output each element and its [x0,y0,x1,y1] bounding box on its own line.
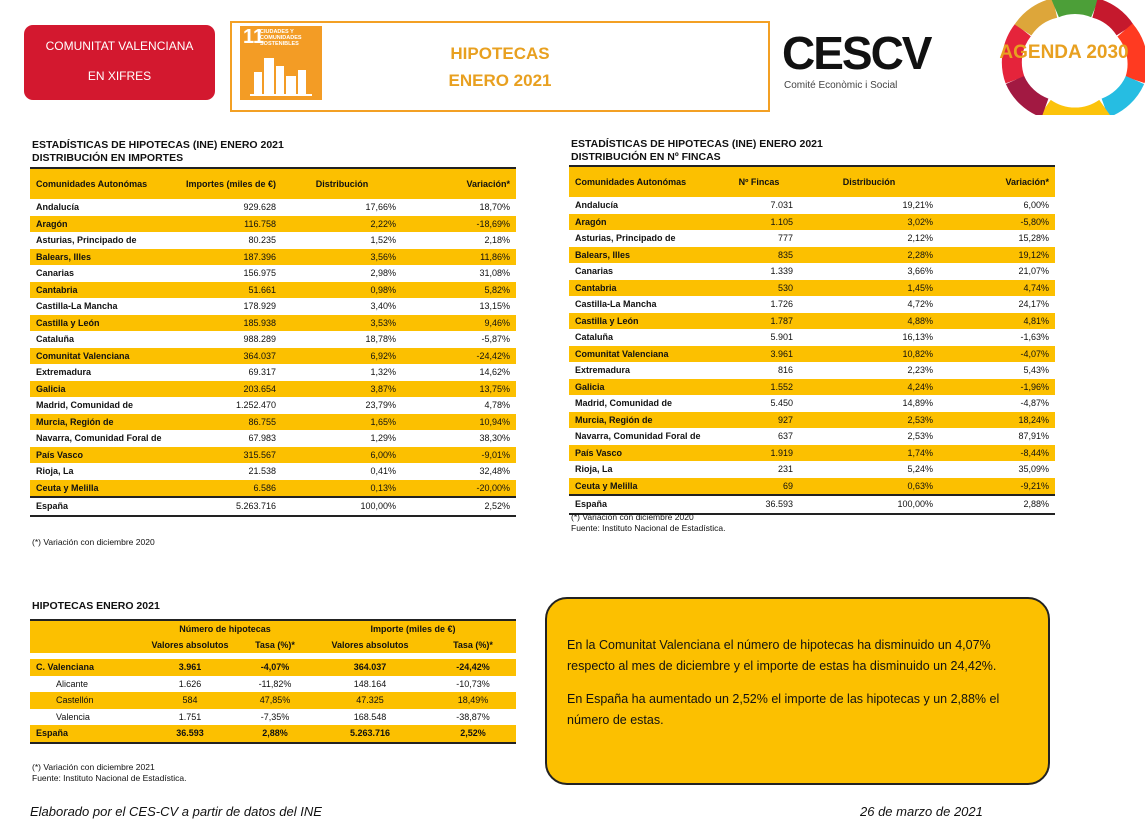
hipotecas-group-header [30,620,516,637]
table-row [569,461,1055,478]
row-label: Aragón [30,216,180,233]
row-label: Comunitat Valenciana [569,346,719,363]
sdg-text: CIUDADES Y COMUNIDADES SOSTENIBLES [260,29,302,47]
importes-title-line1: ESTADÍSTICAS DE HIPOTECAS (INE) ENERO 2021 [32,139,284,151]
row-label: Balears, Illes [569,247,719,264]
summary-box [545,597,1050,785]
table-cell: 4,72% [907,299,933,310]
table-row [30,659,516,676]
table-cell: 929.628 [243,202,277,213]
row-label: España [569,495,719,514]
table-cell: 5.450 [770,398,793,409]
table-cell: 13,75% [402,381,516,398]
table-row [569,197,1055,214]
agenda-text: AGENDA 2030 [999,42,1129,63]
badge-line2: EN XIFRES [87,69,152,83]
hipotecas-title: HIPOTECAS ENERO 2021 [32,600,160,612]
table-cell: -20,00% [402,480,516,498]
table-row [30,331,516,348]
table-cell: 5,24% [907,464,933,475]
table-row [30,709,516,726]
table-cell: 18,24% [939,412,1055,429]
table-cell: 2,23% [907,365,933,376]
table-row [30,298,516,315]
table-cell: 148.164 [353,678,387,689]
table-cell: 51.661 [180,282,282,299]
empty-header [30,620,140,637]
row-label: Ceuta y Melilla [569,478,719,496]
table-row [30,463,516,480]
table-cell: 2,22% [282,216,402,233]
fincas-title-line1: ESTADÍSTICAS DE HIPOTECAS (INE) ENERO 2021 [571,138,823,150]
table-cell: 835 [719,247,799,264]
table-cell: 6,00% [1023,200,1049,211]
table-cell: 5,82% [402,282,516,299]
table-cell: 2,28% [799,247,939,264]
table-cell: -9,21% [939,478,1055,496]
column-header: Comunidades Autonómas [569,166,719,197]
table-cell: 11,86% [402,249,516,266]
table-row [30,397,516,414]
table-cell: 14,62% [479,367,510,378]
table-cell: 1.252.470 [235,400,277,411]
comunitat-badge [24,25,215,100]
row-label: Madrid, Comunidad de [36,400,134,411]
table-cell: 100,00% [282,497,402,516]
row-label: País Vasco [569,445,719,462]
column-header: Comunidades Autonómas [30,168,180,199]
table-cell: 86.755 [180,414,282,431]
table-cell: 31,08% [479,268,510,279]
table-row [569,214,1055,231]
group-numero: Número de hipotecas [140,620,310,637]
footer-source: Elaborado por el CES-CV a partir de datos del INE [30,804,322,819]
table-cell: 32,48% [479,466,510,477]
table-header [30,168,516,199]
table-cell: 178.929 [243,301,277,312]
table-cell: 530 [719,280,799,297]
table-cell: 3,66% [907,266,933,277]
table-cell: 1.919 [719,445,799,462]
table-row [30,414,516,431]
table-cell: 187.396 [180,249,282,266]
table-cell: 14,89% [902,398,933,409]
row-label: Asturias, Principado de [36,235,137,246]
table-cell: 1.339 [770,266,793,277]
table-row [569,445,1055,462]
row-label: País Vasco [30,447,180,464]
table-cell: 67.983 [248,433,277,444]
table-cell: 2,53% [907,431,933,442]
table-cell: 315.567 [180,447,282,464]
table-cell: 100,00% [799,495,939,514]
row-label: Balears, Illes [30,249,180,266]
table-cell: 4,24% [799,379,939,396]
table-cell: 1.726 [770,299,793,310]
table-row [30,480,516,498]
column-header: Distribución [282,168,402,199]
row-label: Andalucía [36,202,80,213]
table-cell: 18,49% [430,692,516,709]
row-label: C. Valenciana [30,659,140,676]
importes-title [32,139,284,165]
table-cell: 69 [719,478,799,496]
table-cell: -5,80% [939,214,1055,231]
table-cell: 2,12% [907,233,933,244]
table-row [569,395,1055,412]
table-cell: 18,70% [479,202,510,213]
table-cell: 13,15% [479,301,510,312]
table-cell: 80.235 [248,235,277,246]
table-cell: 0,63% [799,478,939,496]
table-cell: 35,09% [1018,464,1049,475]
table-cell: 0,41% [370,466,397,477]
city-icon [250,54,312,96]
table-cell: 2,52% [430,725,516,743]
table-cell: 584 [140,692,240,709]
table-cell: 4,81% [939,313,1055,330]
fincas-table [569,165,1055,515]
row-label: Alicante [56,678,89,689]
table-cell: 1,52% [370,235,397,246]
table-cell: 21.538 [248,466,277,477]
table-cell: 36.593 [719,495,799,514]
cescv-logo [782,27,931,98]
row-label: Navarra, Comunidad Foral de [36,433,162,444]
table-cell: -4,07% [939,346,1055,363]
table-row [569,379,1055,396]
row-label: Rioja, La [36,466,74,477]
row-label: España [30,497,180,516]
hipotecas-table [30,619,516,744]
row-label: Comunitat Valenciana [30,348,180,365]
table-cell: 3.961 [140,659,240,676]
table-row [30,381,516,398]
table-row [30,497,516,516]
table-row [30,216,516,233]
table-row [569,313,1055,330]
footer-date: 26 de marzo de 2021 [860,804,983,819]
table-row [30,249,516,266]
table-cell: 1.787 [719,313,799,330]
table-cell: 1,74% [799,445,939,462]
table-row [569,428,1055,445]
sub-header: Tasa (%)* [240,637,310,653]
table-cell: 15,28% [1018,233,1049,244]
table-row [569,346,1055,363]
row-label: Castilla y León [30,315,180,332]
row-label: Ceuta y Melilla [30,480,180,498]
table-cell: 23,79% [365,400,397,411]
summary-text: En la Comunitat Valenciana el número de hipotecas ha disminuido un 4,07% respecto al mes de diciembre y el importe de estas ha disminuido un 24,42%. [567,638,997,673]
title-line2: ENERO 2021 [448,71,552,90]
table-cell: 203.654 [180,381,282,398]
table-cell: 185.938 [180,315,282,332]
table-cell: 24,17% [1018,299,1049,310]
table-cell: 2,98% [370,268,397,279]
hipotecas-note1: (*) Variación con diciembre 2021 [32,762,155,772]
table-row [569,296,1055,313]
table-row [569,247,1055,264]
table-cell: 3,56% [282,249,402,266]
table-cell: -11,82% [258,678,292,689]
table-row [569,412,1055,429]
row-label: Andalucía [575,200,619,211]
hipotecas-sub-header [30,637,516,653]
row-label: Cantabria [569,280,719,297]
table-row [569,495,1055,514]
row-label: Galicia [569,379,719,396]
table-cell: 116.758 [180,216,282,233]
sub-header: Valores absolutos [310,637,430,653]
table-cell: 3.961 [719,346,799,363]
column-header: Variación* [939,166,1055,197]
table-cell: 1.751 [178,711,202,722]
table-cell: 19,21% [902,200,933,211]
table-cell: 1,45% [799,280,939,297]
table-row [30,430,516,447]
table-cell: -8,44% [939,445,1055,462]
table-cell: -5,87% [481,334,510,345]
table-cell: 3,87% [282,381,402,398]
table-cell: 87,91% [1018,431,1049,442]
table-cell: 231 [777,464,793,475]
row-label: Cataluña [36,334,75,345]
row-label: Asturias, Principado de [575,233,676,244]
cescv-name: CESCV [782,27,931,79]
hipotecas-note [32,762,187,784]
column-header: Distribución [799,166,939,197]
summary-text: En España ha aumentado un 2,52% el importe de las hipotecas y un 2,88% el número de estas. [567,692,1000,727]
fincas-title-line2: DISTRIBUCIÓN EN Nº FINCAS [571,151,721,163]
sdg-number: 11 [243,26,265,48]
row-label: Madrid, Comunidad de [575,398,673,409]
badge-line1: COMUNITAT VALENCIANA [45,39,194,53]
table-row [30,315,516,332]
table-cell: -18,69% [402,216,516,233]
table-cell: -1,96% [939,379,1055,396]
row-label: Cataluña [575,332,614,343]
fincas-title [571,138,823,164]
table-cell: 9,46% [402,315,516,332]
fincas-note2: Fuente: Instituto Nacional de Estadística. [571,523,726,533]
row-label: Castellón [30,692,140,709]
table-cell: 10,94% [402,414,516,431]
row-label: Rioja, La [575,464,613,475]
table-row [30,348,516,365]
table-row [30,364,516,381]
row-label: Murcia, Región de [569,412,719,429]
importes-note: (*) Variación con diciembre 2020 [32,537,155,547]
table-cell: 5.901 [770,332,793,343]
table-cell: 1.626 [178,678,202,689]
table-cell: 17,66% [365,202,397,213]
table-cell: 168.548 [353,711,387,722]
row-label: Castilla-La Mancha [575,299,657,310]
row-label: Castilla-La Mancha [36,301,118,312]
table-cell: 156.975 [243,268,277,279]
table-cell: 19,12% [939,247,1055,264]
table-cell: -7,35% [260,711,290,722]
table-cell: 47,85% [240,692,310,709]
table-cell: 3,40% [370,301,397,312]
table-cell: 4,78% [484,400,510,411]
column-header: Importes (miles de €) [180,168,282,199]
table-row [30,676,516,693]
table-cell: 364.037 [180,348,282,365]
table-cell: 927 [719,412,799,429]
table-cell: 777 [777,233,793,244]
table-cell: -4,07% [240,659,310,676]
row-label: Canarias [36,268,75,279]
table-header [569,166,1055,197]
table-row [569,478,1055,496]
table-cell: 2,53% [799,412,939,429]
row-label: Extremadura [575,365,631,376]
table-row [569,230,1055,247]
table-cell: 0,98% [282,282,402,299]
row-label: Canarias [575,266,614,277]
table-cell: 637 [777,431,793,442]
column-header: Nº Fincas [719,166,799,197]
row-label: Cantabria [30,282,180,299]
table-cell: 6,00% [282,447,402,464]
table-cell: 6,92% [282,348,402,365]
empty-subheader [30,637,140,653]
sdg11-logo [240,26,322,100]
row-label: Valencia [56,711,90,722]
table-cell: 816 [777,365,793,376]
table-row [30,692,516,709]
table-cell: 0,13% [282,480,402,498]
table-cell: 47.325 [310,692,430,709]
table-row [569,329,1055,346]
table-cell: 4,74% [939,280,1055,297]
hipotecas-note2: Fuente: Instituto Nacional de Estadística. [32,773,187,783]
table-cell: 1,32% [370,367,397,378]
fincas-note1: (*) Variación con diciembre 2020 [571,512,694,522]
cescv-sub: Comité Econòmic i Social [784,80,898,91]
table-cell: -10,73% [456,678,490,689]
table-cell: 1.105 [719,214,799,231]
table-cell: 2,88% [240,725,310,743]
row-label: Galicia [30,381,180,398]
table-cell: 6.586 [180,480,282,498]
table-row [569,362,1055,379]
group-importe: Importe (miles de €) [310,620,516,637]
table-cell: 3,02% [799,214,939,231]
sub-header: Tasa (%)* [430,637,516,653]
column-header: Variación* [402,168,516,199]
table-cell: -24,42% [430,659,516,676]
fincas-note [571,512,726,534]
table-cell: 36.593 [140,725,240,743]
table-row [30,725,516,743]
table-cell: -38,87% [456,711,490,722]
table-cell: 988.289 [243,334,277,345]
table-cell: 364.037 [310,659,430,676]
table-cell: 5.263.716 [180,497,282,516]
agenda-2030-logo [985,0,1145,115]
table-cell: 38,30% [479,433,510,444]
table-cell: -9,01% [402,447,516,464]
table-cell: 2,52% [402,497,516,516]
table-cell: 1,29% [370,433,397,444]
table-cell: 5,43% [1023,365,1049,376]
table-cell: 1,65% [282,414,402,431]
table-cell: -4,87% [1020,398,1049,409]
row-label: Aragón [569,214,719,231]
table-cell: -24,42% [402,348,516,365]
table-cell: 5.263.716 [310,725,430,743]
table-row [30,282,516,299]
page-title [400,40,600,94]
row-label: Castilla y León [569,313,719,330]
row-label: Extremadura [36,367,92,378]
table-cell: 7.031 [770,200,793,211]
table-row [30,447,516,464]
importes-table [30,167,516,517]
table-cell: 21,07% [1018,266,1049,277]
table-cell: -1,63% [1020,332,1049,343]
table-cell: 3,53% [282,315,402,332]
table-cell: 4,88% [799,313,939,330]
row-label: Murcia, Región de [30,414,180,431]
table-cell: 16,13% [902,332,933,343]
table-cell: 1.552 [719,379,799,396]
table-row [30,232,516,249]
table-cell: 2,18% [484,235,510,246]
table-row [569,263,1055,280]
table-row [30,265,516,282]
table-cell: 10,82% [799,346,939,363]
importes-title-line2: DISTRIBUCIÓN EN IMPORTES [32,152,184,164]
table-row [569,280,1055,297]
row-label: Navarra, Comunidad Foral de [575,431,701,442]
table-row [30,199,516,216]
sub-header: Valores absolutos [140,637,240,653]
table-cell: 18,78% [365,334,397,345]
table-cell: 2,88% [939,495,1055,514]
title-line1: HIPOTECAS [450,44,550,63]
table-cell: 69.317 [248,367,277,378]
row-label: España [30,725,140,743]
